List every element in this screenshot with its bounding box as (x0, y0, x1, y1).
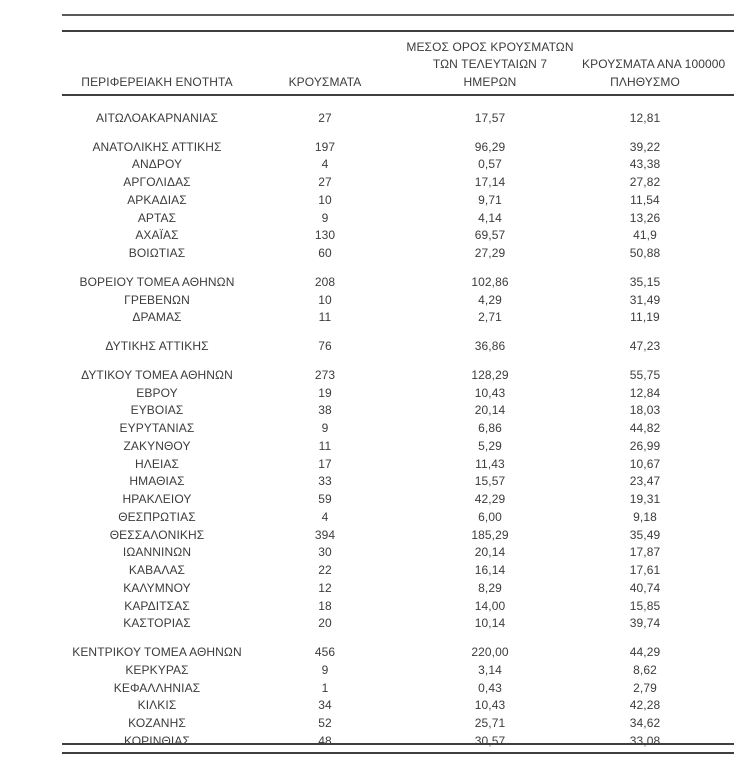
value-per100k: 39,74 (629, 616, 661, 631)
table-row (62, 402, 734, 420)
table-row (62, 309, 734, 327)
row-group (62, 366, 734, 632)
top-rule-outer (62, 14, 734, 16)
bottom-rule (62, 743, 734, 754)
value-cases: 52 (318, 716, 332, 731)
region-name: ΕΥΡΥΤΑΝΙΑΣ (119, 421, 195, 436)
value-cases: 9 (321, 421, 329, 436)
value-cases: 10 (318, 192, 332, 207)
value-cases: 1 (321, 680, 329, 695)
value-cases: 11 (318, 438, 332, 453)
value-avg7days: 5,29 (478, 438, 502, 453)
region-name: ΖΑΚΥΝΘΟΥ (123, 438, 191, 453)
value-per100k: 17,87 (629, 545, 661, 560)
region-name: ΗΛΕΙΑΣ (134, 456, 180, 471)
table-row (62, 544, 734, 562)
value-per100k: 33,08 (629, 733, 661, 748)
value-cases: 20 (318, 616, 332, 631)
value-avg7days: 10,43 (474, 385, 506, 400)
value-avg7days: 185,29 (471, 527, 509, 542)
region-name: ΚΕΡΚΥΡΑΣ (125, 662, 189, 677)
value-per100k: 43,38 (629, 157, 661, 172)
value-avg7days: 128,29 (471, 367, 509, 382)
value-avg7days: 96,29 (474, 139, 506, 154)
value-cases: 34 (318, 698, 332, 713)
column-header-region (62, 74, 252, 95)
table-row (62, 173, 734, 191)
value-per100k: 34,62 (629, 716, 661, 731)
value-avg7days: 6,00 (478, 509, 502, 524)
table-row (62, 273, 734, 291)
table-row (62, 419, 734, 437)
value-per100k: 42,28 (629, 698, 661, 713)
column-header-line: ΤΩΝ ΤΕΛΕΥΤΑΙΩΝ 7 (432, 57, 548, 71)
value-cases: 22 (318, 563, 332, 578)
region-name: ΙΩΑΝΝΙΝΩΝ (122, 545, 192, 560)
table-row (62, 579, 734, 597)
value-avg7days: 27,29 (474, 246, 506, 261)
table-row (62, 526, 734, 544)
value-cases: 11 (318, 310, 332, 325)
value-avg7days: 14,00 (474, 598, 506, 613)
region-name: ΓΡΕΒΕΝΩΝ (124, 292, 190, 307)
table-row (62, 109, 734, 127)
value-per100k: 44,29 (629, 645, 661, 660)
row-group (62, 273, 734, 326)
value-cases: 130 (314, 228, 336, 243)
value-cases: 394 (314, 527, 336, 542)
value-per100k: 17,61 (629, 563, 661, 578)
value-cases: 18 (318, 598, 332, 613)
value-avg7days: 0,43 (478, 680, 502, 695)
value-per100k: 13,26 (629, 210, 661, 225)
value-avg7days: 6,86 (478, 421, 502, 436)
region-name: ΔΥΤΙΚΟΥ ΤΟΜΕΑ ΑΘΗΝΩΝ (81, 367, 233, 382)
value-per100k: 9,18 (633, 509, 657, 524)
column-header-line: ΚΡΟΥΣΜΑΤΑ ΑΝΑ 100000 (582, 57, 726, 71)
value-avg7days: 4,14 (478, 210, 502, 225)
table-row (62, 714, 734, 732)
value-avg7days: 36,86 (474, 339, 506, 354)
value-avg7days: 20,14 (474, 545, 506, 560)
table-row (62, 697, 734, 715)
value-per100k: 55,75 (629, 367, 661, 382)
value-avg7days: 10,14 (474, 616, 506, 631)
table-row (62, 561, 734, 579)
value-cases: 9 (321, 662, 329, 677)
value-avg7days: 69,57 (474, 228, 506, 243)
table-row (62, 384, 734, 402)
region-name: ΒΟΙΩΤΙΑΣ (128, 246, 186, 261)
value-per100k: 35,49 (629, 527, 661, 542)
value-cases: 10 (318, 292, 332, 307)
column-header-line: ΗΜΕΡΩΝ (463, 74, 517, 89)
table-row (62, 490, 734, 508)
table-header (62, 33, 734, 96)
value-avg7days: 20,14 (474, 403, 506, 418)
value-avg7days: 220,00 (471, 645, 509, 660)
table-row (62, 437, 734, 455)
column-header-line: ΠΕΡΙΦΕΡΕΙΑΚΗ ΕΝΟΤΗΤΑ (81, 74, 233, 89)
region-name: ΚΑΣΤΟΡΙΑΣ (123, 616, 191, 631)
table-row (62, 366, 734, 384)
value-avg7days: 4,29 (478, 292, 502, 307)
value-cases: 4 (321, 509, 329, 524)
region-name: ΑΡΚΑΔΙΑΣ (127, 192, 187, 207)
value-per100k: 26,99 (629, 438, 661, 453)
region-name: ΚΟΡΙΝΘΙΑΣ (124, 733, 190, 748)
value-avg7days: 8,29 (478, 580, 502, 595)
column-header-per100k (582, 56, 734, 94)
value-cases: 27 (318, 110, 332, 125)
value-cases: 19 (318, 385, 332, 400)
value-cases: 33 (318, 474, 332, 489)
value-avg7days: 9,71 (478, 192, 502, 207)
region-name: ΔΥΤΙΚΗΣ ΑΤΤΙΚΗΣ (105, 339, 209, 354)
region-name: ΚΕΦΑΛΛΗΝΙΑΣ (113, 680, 201, 695)
table-row (62, 337, 734, 355)
value-cases: 38 (318, 403, 332, 418)
column-header-cases (252, 74, 398, 95)
value-cases: 4 (321, 157, 329, 172)
region-name: ΕΥΒΟΙΑΣ (130, 403, 184, 418)
table-row (62, 191, 734, 209)
region-name: ΒΟΡΕΙΟΥ ΤΟΜΕΑ ΑΘΗΝΩΝ (79, 274, 235, 289)
value-cases: 48 (318, 733, 332, 748)
region-name: ΚΑΒΑΛΑΣ (128, 563, 186, 578)
value-avg7days: 3,14 (478, 662, 502, 677)
region-name: ΘΕΣΠΡΩΤΙΑΣ (118, 509, 196, 524)
value-per100k: 39,22 (629, 139, 661, 154)
value-per100k: 8,62 (633, 662, 657, 677)
region-name: ΚΟΖΑΝΗΣ (128, 716, 186, 731)
value-per100k: 50,88 (629, 246, 661, 261)
value-per100k: 18,03 (629, 403, 661, 418)
region-name: ΚΑΡΔΙΤΣΑΣ (124, 598, 190, 613)
value-avg7days: 17,57 (474, 110, 506, 125)
row-group (62, 109, 734, 127)
table-row (62, 138, 734, 156)
value-cases: 197 (314, 139, 336, 154)
value-cases: 76 (318, 339, 332, 354)
row-group (62, 138, 734, 262)
value-cases: 60 (318, 246, 332, 261)
value-per100k: 44,82 (629, 421, 661, 436)
value-per100k: 15,85 (629, 598, 661, 613)
table-row (62, 244, 734, 262)
value-per100k: 2,79 (633, 680, 657, 695)
value-per100k: 31,49 (629, 292, 661, 307)
table-row (62, 227, 734, 245)
value-avg7days: 15,57 (474, 474, 506, 489)
value-cases: 456 (314, 645, 336, 660)
value-per100k: 35,15 (629, 274, 661, 289)
table-row (62, 643, 734, 661)
value-per100k: 12,81 (629, 110, 661, 125)
table-body (62, 96, 734, 750)
value-avg7days: 30,57 (474, 733, 506, 748)
column-header-line: ΜΕΣΟΣ ΟΡΟΣ ΚΡΟΥΣΜΑΤΩΝ (406, 39, 574, 54)
table-row (62, 473, 734, 491)
row-group (62, 643, 734, 750)
region-name: ΑΝΔΡΟΥ (131, 157, 183, 172)
value-cases: 12 (318, 580, 332, 595)
value-avg7days: 42,29 (474, 492, 506, 507)
region-name: ΔΡΑΜΑΣ (132, 310, 182, 325)
row-group (62, 337, 734, 355)
value-cases: 30 (318, 545, 332, 560)
value-cases: 27 (318, 175, 332, 190)
value-per100k: 47,23 (629, 339, 661, 354)
value-avg7days: 102,86 (471, 274, 509, 289)
value-per100k: 23,47 (629, 474, 661, 489)
column-header-line: ΚΡΟΥΣΜΑΤΑ (288, 74, 362, 89)
table-row (62, 209, 734, 227)
table-row (62, 597, 734, 615)
column-header-line: ΠΛΗΘΥΣΜΟ (610, 74, 680, 89)
region-name: ΚΕΝΤΡΙΚΟΥ ΤΟΜΕΑ ΑΘΗΝΩΝ (72, 645, 242, 660)
table-row (62, 679, 734, 697)
region-name: ΘΕΣΣΑΛΟΝΙΚΗΣ (109, 527, 205, 542)
region-name: ΗΜΑΘΙΑΣ (129, 474, 185, 489)
value-cases: 9 (321, 210, 329, 225)
value-cases: 59 (318, 492, 332, 507)
value-avg7days: 17,14 (474, 175, 506, 190)
value-cases: 17 (318, 456, 332, 471)
table-row (62, 508, 734, 526)
value-avg7days: 25,71 (474, 716, 506, 731)
value-avg7days: 10,43 (474, 698, 506, 713)
value-per100k: 12,84 (629, 385, 661, 400)
value-avg7days: 16,14 (474, 563, 506, 578)
region-name: ΑΡΓΟΛΙΔΑΣ (123, 175, 191, 190)
value-per100k: 40,74 (629, 580, 661, 595)
region-name: ΑΙΤΩΛΟΑΚΑΡΝΑΝΙΑΣ (95, 110, 218, 125)
top-rule-inner (62, 30, 734, 32)
table-row (62, 455, 734, 473)
column-header-avg7days (398, 39, 582, 95)
region-name: ΚΙΛΚΙΣ (137, 698, 177, 713)
value-per100k: 41,9 (633, 228, 657, 243)
table-row (62, 291, 734, 309)
table-row (62, 156, 734, 174)
value-cases: 208 (314, 274, 336, 289)
value-avg7days: 11,43 (475, 456, 505, 471)
value-per100k: 10,67 (629, 456, 661, 471)
region-name: ΕΒΡΟΥ (136, 385, 178, 400)
value-avg7days: 2,71 (478, 310, 502, 325)
table-row (62, 661, 734, 679)
value-per100k: 27,82 (629, 175, 661, 190)
region-name: ΑΧΑΪΑΣ (135, 228, 179, 243)
value-cases: 273 (314, 367, 336, 382)
table-row (62, 615, 734, 633)
region-name: ΗΡΑΚΛΕΙΟΥ (122, 492, 192, 507)
value-per100k: 11,54 (630, 192, 660, 207)
region-name: ΑΡΤΑΣ (137, 210, 177, 225)
region-name: ΚΑΛΥΜΝΟΥ (123, 580, 191, 595)
value-per100k: 11,19 (630, 310, 660, 325)
value-per100k: 19,31 (629, 492, 661, 507)
value-avg7days: 0,57 (478, 157, 502, 172)
region-name: ΑΝΑΤΟΛΙΚΗΣ ΑΤΤΙΚΗΣ (92, 139, 222, 154)
